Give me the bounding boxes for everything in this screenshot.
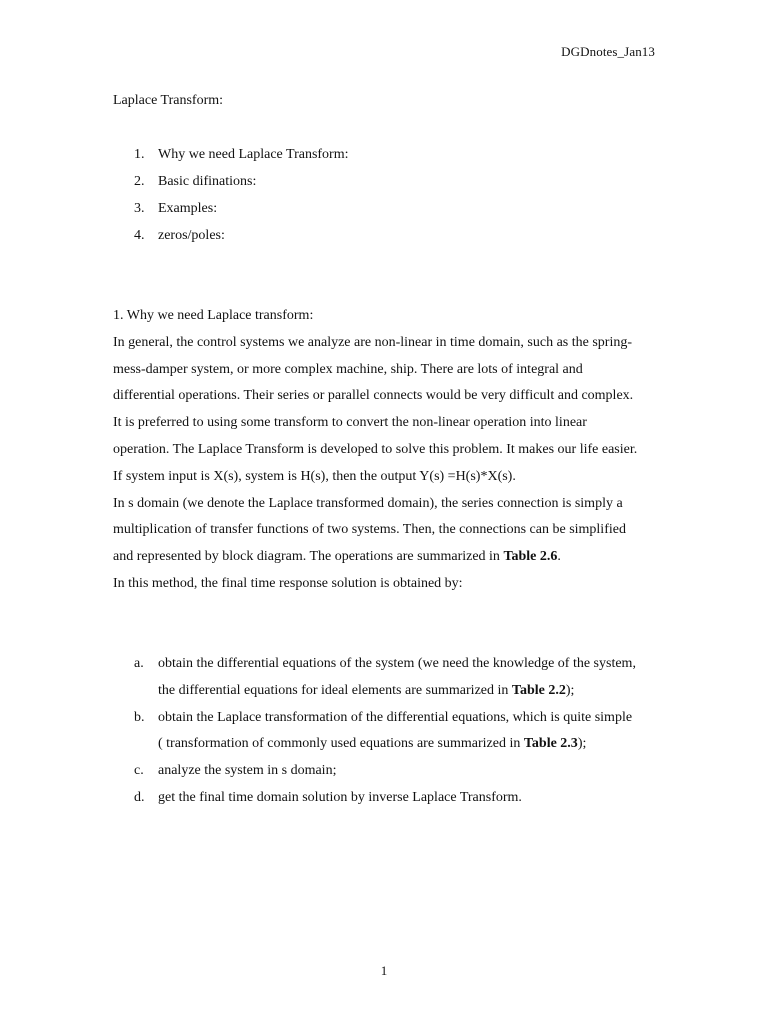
toc-item [0, 147, 768, 167]
list-item [134, 705, 638, 759]
table-reference: Table 2.3 [523, 736, 578, 752]
paragraph: If system input is X(s), system is H(s), then the output Y(s) =H(s)*X(s). [113, 468, 516, 484]
list-item [134, 758, 638, 785]
toc-item [0, 201, 768, 221]
page-title: Laplace Transform: [113, 93, 224, 108]
list-item-end: ); [577, 736, 587, 752]
list-item-letter: b. [134, 709, 145, 725]
toc-item [0, 174, 768, 194]
page-number: 1 [380, 963, 388, 978]
list-item-letter: d. [134, 789, 145, 805]
list-item-letter: a. [134, 656, 144, 671]
paragraph-end: . [557, 549, 561, 565]
toc-item [0, 228, 768, 248]
list-item-end: ); [565, 682, 575, 698]
toc-item-number: 4. [134, 228, 145, 243]
table-reference: Table 2.6 [503, 549, 558, 565]
list-item-text: analyze the system in s domain; [158, 763, 337, 779]
list-item-text: obtain the differential equations of the system (we need the knowledge of the system, the differential equations for ideal elements are summarized in [158, 656, 636, 698]
list-item [134, 785, 638, 812]
toc-item-text: Examples: [158, 201, 218, 216]
toc-item-number: 3. [134, 201, 145, 216]
list-item-letter: c. [134, 763, 144, 779]
document-id-header: DGDnotes_Jan13 [561, 44, 655, 59]
list-item-text: obtain the Laplace transformation of the differential equations, which is quite simple ( transformation of commonly used equations are summarized in [158, 709, 633, 752]
paragraph: In general, the control systems we analyze are non-linear in time domain, such as the spring-mess-damper system, or more complex machine, ship. There are lots of integral and differential operations. Their series or parallel connects would be very difficult and complex. It is preferred to using some transform to convert the non-linear operation into linear operation. The Laplace Transform is developed to solve this problem. It makes our life easier. [113, 334, 638, 457]
paragraph: In this method, the final time response solution is obtained by: [113, 575, 463, 591]
toc-item-text: Why we need Laplace Transform: [158, 147, 349, 162]
table-reference: Table 2.2 [511, 682, 566, 698]
paragraph [113, 491, 643, 571]
toc-item-text: Basic difinations: [158, 174, 257, 189]
toc-item-text: zeros/poles: [158, 228, 225, 243]
section-heading: 1. Why we need Laplace transform: [113, 308, 314, 323]
list-item-text: get the final time domain solution by inverse Laplace Transform. [158, 789, 522, 805]
section-body [113, 303, 643, 598]
method-steps-list [0, 651, 768, 812]
list-item [134, 651, 638, 705]
paragraph-text: In s domain (we denote the Laplace transformed domain), the series connection is simply a multiplication of transfer functions of two systems. Then, the connections can be simplified and represented by block diagram. The operations are summarized in [113, 495, 626, 565]
toc-item-number: 2. [134, 174, 145, 189]
toc-item-number: 1. [134, 147, 145, 162]
